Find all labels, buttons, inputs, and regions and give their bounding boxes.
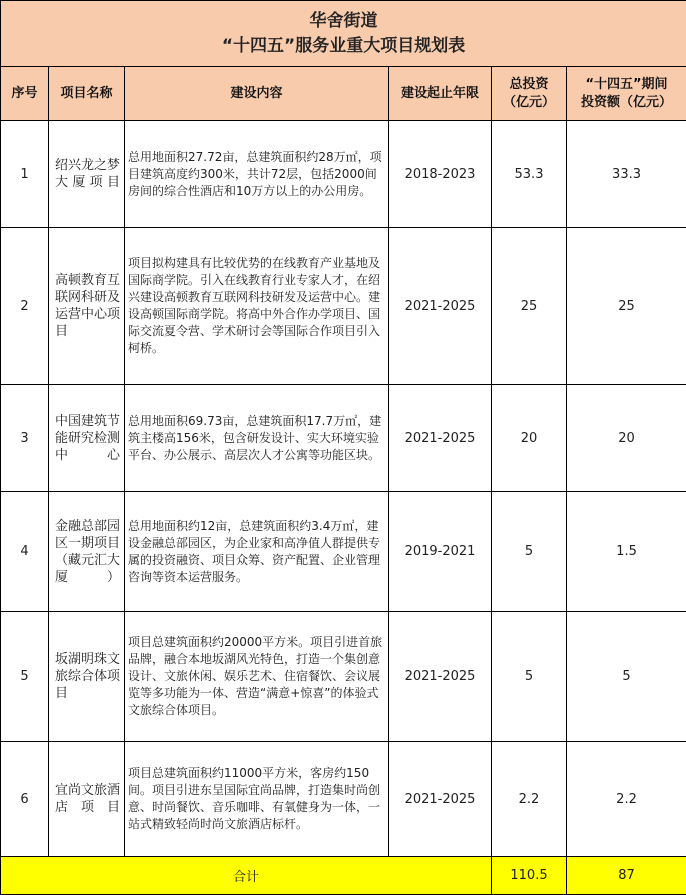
row-total-invest: 5 <box>492 492 567 612</box>
total-label: 合计 <box>1 857 492 895</box>
row-total-invest: 53.3 <box>492 121 567 228</box>
total-row <box>1 857 686 895</box>
row-seq: 6 <box>1 742 49 857</box>
header-row <box>1 67 686 121</box>
header-plan-invest <box>567 67 686 121</box>
header-total-invest-line1: 总投资 <box>492 76 566 94</box>
row-seq: 4 <box>1 492 49 612</box>
row-seq: 5 <box>1 612 49 742</box>
row-name: 高顿教育互联网科研及运营中心项目 <box>49 228 125 385</box>
header-period: 建设起止年限 <box>389 67 492 121</box>
table-row <box>1 385 686 492</box>
header-total-invest-line2: （亿元） <box>492 94 566 112</box>
row-content: 总用地面积约12亩，总建筑面积约3.4万㎡，建设金融总部园区，为企业家和高净值人群提供专属的投资融资、项目众筹、资产配置、企业管理咨询等资本运营服务。 <box>125 492 389 612</box>
table-row <box>1 121 686 228</box>
row-content: 项目总建筑面积约20000平方米。项目引进首旅品牌，融合本地坂湖风光特色，打造一个集创意设计、文旅休闲、娱乐艺术、住宿餐饮、会议展览等多功能为一体、营造“满意+惊喜”的体验式文旅综合体项目。 <box>125 612 389 742</box>
row-total-invest: 20 <box>492 385 567 492</box>
header-plan-invest-line1: “十四五”期间 <box>567 76 686 94</box>
row-name: 宜尚文旅酒店项目 <box>49 742 125 857</box>
row-seq: 2 <box>1 228 49 385</box>
row-plan-invest: 1.5 <box>567 492 686 612</box>
row-content: 总用地面积69.73亩，总建筑面积17.7万㎡，建筑主楼高156米，包含研发设计、实大环境实验平台、办公展示、高层次人才公寓等功能区块。 <box>125 385 389 492</box>
table-row <box>1 612 686 742</box>
row-total-invest: 25 <box>492 228 567 385</box>
table-row <box>1 228 686 385</box>
row-name: 中国建筑节能研究检测中心 <box>49 385 125 492</box>
header-seq: 序号 <box>1 67 49 121</box>
row-plan-invest: 25 <box>567 228 686 385</box>
title-line-2: “十四五”服务业重大项目规划表 <box>1 34 686 59</box>
row-seq: 1 <box>1 121 49 228</box>
row-plan-invest: 33.3 <box>567 121 686 228</box>
title-line-1: 华舍街道 <box>1 9 686 34</box>
row-period: 2018-2023 <box>389 121 492 228</box>
row-period: 2021-2025 <box>389 228 492 385</box>
row-plan-invest: 5 <box>567 612 686 742</box>
table-title <box>1 1 686 67</box>
plan-invest-sum: 87 <box>567 857 686 895</box>
table-row <box>1 742 686 857</box>
header-name: 项目名称 <box>49 67 125 121</box>
row-seq: 3 <box>1 385 49 492</box>
row-content: 总用地面积27.72亩，总建筑面积约28万㎡，项目建筑高度约300米，共计72层，包括2000间房间的综合性酒店和10万方以上的办公用房。 <box>125 121 389 228</box>
header-plan-invest-line2: 投资额（亿元） <box>567 94 686 112</box>
row-period: 2021-2025 <box>389 385 492 492</box>
total-invest-sum: 110.5 <box>492 857 567 895</box>
row-total-invest: 5 <box>492 612 567 742</box>
header-content: 建设内容 <box>125 67 389 121</box>
row-content: 项目总建筑面积约11000平方米，客房约150间。项目引进东呈国际宜尚品牌，打造集时尚创意、时尚餐饮、音乐咖啡、有氧健身为一体，一站式精致轻尚时尚文旅酒店标杆。 <box>125 742 389 857</box>
row-content: 项目拟构建具有比较优势的在线教育产业基地及国际商学院。引入在线教育行业专家人才，在绍兴建设高顿教育互联网科技研发及运营中心。建设高顿国际商学院。将高中外合作办学项目、国际交流夏令营、学术研讨会等国际合作项目引入柯桥。 <box>125 228 389 385</box>
row-plan-invest: 2.2 <box>567 742 686 857</box>
row-period: 2021-2025 <box>389 612 492 742</box>
row-name: 绍兴龙之梦大厦项目 <box>49 121 125 228</box>
row-name: 坂湖明珠文旅综合体项目 <box>49 612 125 742</box>
row-period: 2021-2025 <box>389 742 492 857</box>
row-name: 金融总部园区一期项目（藏元汇大厦） <box>49 492 125 612</box>
row-period: 2019-2021 <box>389 492 492 612</box>
header-total-invest <box>492 67 567 121</box>
row-plan-invest: 20 <box>567 385 686 492</box>
table-row <box>1 492 686 612</box>
row-total-invest: 2.2 <box>492 742 567 857</box>
